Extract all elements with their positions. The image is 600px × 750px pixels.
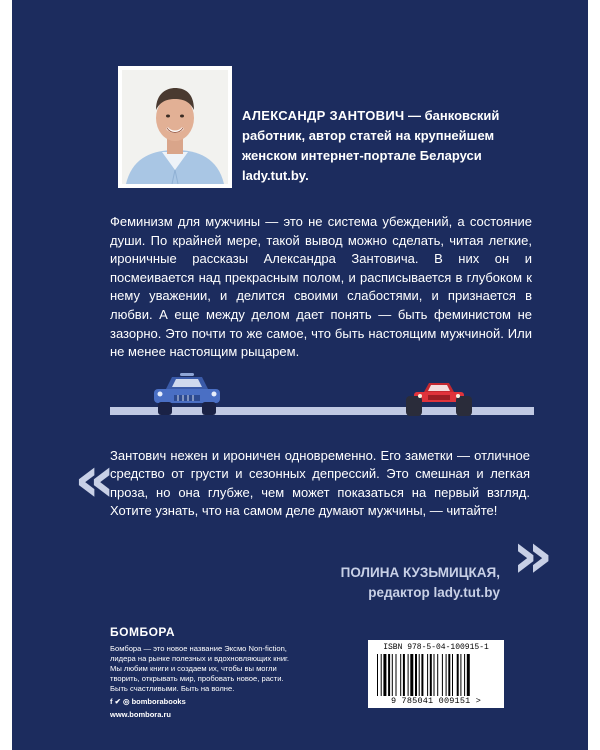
author-name: АЛЕКСАНДР ЗАНТОВИЧ <box>242 108 405 123</box>
barcode-bar <box>403 654 405 696</box>
publisher-line-4: творить, открывать мир, пробовать новое, расти. <box>110 674 284 683</box>
barcode-bar <box>383 654 386 696</box>
red-car-illustration <box>404 380 474 416</box>
publisher-line-2: лидера на рынке полезных и вдохновляющих книг. <box>110 654 290 663</box>
publisher-description <box>110 644 310 694</box>
barcode-bar <box>421 654 423 696</box>
quote-attribution <box>341 563 500 603</box>
author-bio <box>242 106 542 186</box>
review-quote: Зантович нежен и ироничен одновременно. Его заметки — отличное средство от грусти и сезонных депрессий. Это смешная и легкая проза, но она глубже, чем может показаться на первый взгляд. Хотите узнать, что на самом деле думают мужчины, — читайте! <box>110 448 530 519</box>
quote-author: ПОЛИНА КУЗЬМИЦКАЯ, <box>340 565 500 580</box>
barcode-bar <box>388 654 390 696</box>
barcode-bar <box>430 654 432 696</box>
publisher-website: www.bombora.ru <box>110 710 171 719</box>
barcode-bar <box>448 654 450 696</box>
publisher-name: БОМБОРА <box>110 625 176 639</box>
barcode-bar <box>400 654 401 696</box>
publisher-line-3: Мы любим книги и создаем их, чтобы вы могли <box>110 664 277 673</box>
bio-line-1-rest: — банковский <box>408 108 500 123</box>
barcode-bar <box>415 654 417 696</box>
barcode-bar <box>419 654 420 696</box>
publisher-line-5: Быть счастливыми. Быть на волне. <box>110 684 235 693</box>
barcode-bar <box>437 654 438 696</box>
barcode-bars <box>377 654 495 696</box>
barcode-bar <box>408 654 409 696</box>
bio-line-2: работник, автор статей на крупнейшем <box>242 128 495 143</box>
publisher-social <box>110 697 186 706</box>
book-description: Феминизм для мужчины — это не система убеждений, а состояние души. По крайней мере, такой вывод можно сделать, читая легкие, ироничные рассказы Александра Зантовича. В них он и посмеивается над прекрасным полом, и расписывается в глубоком к нему уважении, и делится своими слабостями, и признается в любви. А еще между делом дает понять — быть феминистом не зазорно. Это почти то же самое, что быть настоящим мужчиной. Или не менее настоящим рыцарем. <box>110 214 532 360</box>
blue-car-illustration <box>152 373 222 415</box>
back-cover <box>12 0 588 750</box>
quote-author-role: редактор lady.tut.by <box>368 585 500 600</box>
quote-open-mark: « <box>74 443 116 517</box>
barcode-bar <box>410 654 413 696</box>
barcode-bar <box>381 654 382 696</box>
author-portrait-image <box>122 70 228 184</box>
barcode-bar <box>467 654 470 696</box>
barcode-digits: 9 785041 009151 > <box>390 696 482 706</box>
barcode-bar <box>427 654 428 696</box>
bio-line-4: lady.tut.by. <box>242 168 309 183</box>
isbn-barcode <box>368 640 504 708</box>
social-icons: f ✔ ◎ <box>110 697 130 706</box>
barcode-bar <box>396 654 397 696</box>
barcode-bar <box>460 654 461 696</box>
quote-close-mark: » <box>512 519 554 593</box>
isbn-number: ISBN 978-5-04-100915-1 <box>383 643 489 652</box>
bio-line-1 <box>242 106 542 126</box>
barcode-bar <box>446 654 447 696</box>
barcode-bar <box>392 654 393 696</box>
publisher-line-1: Бомбора — это новое название Эксмо Non-fiction, <box>110 644 287 653</box>
barcode-bar <box>464 654 465 696</box>
barcode-bar <box>457 654 459 696</box>
barcode-bar <box>377 654 378 696</box>
barcode-bar <box>442 654 443 696</box>
social-handle: bomborabooks <box>131 697 186 706</box>
barcode-bar <box>434 654 435 696</box>
author-photo <box>118 66 232 188</box>
barcode-bar <box>452 654 453 696</box>
bio-line-3: женском интернет-портале Беларуси <box>242 148 482 163</box>
